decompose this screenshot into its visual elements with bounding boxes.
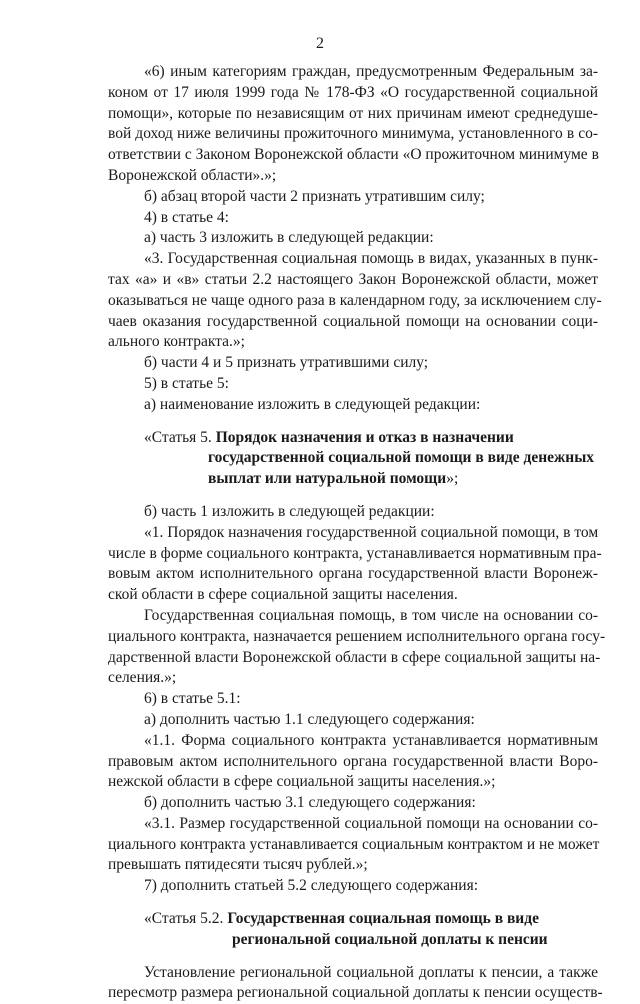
text-line: Установление региональной социальной доплаты к пенсии, а также xyxy=(144,963,598,981)
text-line: «1. Порядок назначения государственной социальной помощи, в том xyxy=(144,523,599,541)
heading-title: Государственная социальная помощь в виде xyxy=(227,910,539,928)
text-line: а) дополнить частью 1.1 следующего содержания: xyxy=(144,710,475,728)
heading-title: региональной социальной доплаты к пенсии xyxy=(232,930,548,948)
article-heading xyxy=(108,448,598,469)
text-line: ской области в сфере социальной защиты населения. xyxy=(108,586,458,604)
text-line: дарственной власти Воронежской области в сфере социальной защиты на- xyxy=(108,648,601,666)
article-heading xyxy=(108,428,598,449)
article-heading xyxy=(108,909,598,930)
text-line: числе в форме социального контракта, устанавливается нормативным пра- xyxy=(108,544,602,562)
heading-title: выплат или натуральной помощи xyxy=(208,470,447,488)
text-line: ального контракта.»; xyxy=(108,333,245,351)
text-line: 4) в статье 4: xyxy=(144,208,229,226)
text-line: чаев оказания государственной социальной помощи на основании соци- xyxy=(108,312,598,330)
text-line: 7) дополнить статьей 5.2 следующего содержания: xyxy=(144,877,478,895)
document-body xyxy=(108,62,606,1004)
text-line: «6) иным категориям граждан, предусмотренным Федеральным за- xyxy=(144,63,598,80)
text-line: вой доход ниже величины прожиточного минимума, установленного в со- xyxy=(108,125,598,143)
spacer xyxy=(108,951,598,963)
heading-title: государственной социальной помощи в виде денежных xyxy=(208,449,595,467)
article-heading xyxy=(108,469,598,490)
text-line: Государственная социальная помощь, в том числе на основании со- xyxy=(144,606,598,624)
spacer xyxy=(108,416,598,428)
text-line: Воронежской области».»; xyxy=(108,166,277,184)
page-number: 2 xyxy=(316,35,324,52)
text-line: а) часть 3 изложить в следующей редакции: xyxy=(144,229,434,247)
text-line: циального контракта, назначается решением исполнительного органа госу- xyxy=(108,627,606,645)
heading-prefix: «Статья 5.2. xyxy=(144,910,228,928)
text-line: б) части 4 и 5 признать утратившими силу; xyxy=(144,354,429,372)
text-line: «3.1. Размер государственной социальной помощи на основании со- xyxy=(144,814,598,832)
text-line: а) наименование изложить в следующей редакции: xyxy=(144,395,481,413)
text-line: 6) в статье 5.1: xyxy=(144,690,241,708)
heading-suffix: »; xyxy=(446,470,459,488)
text-line: коном от 17 июля 1999 года № 178-ФЗ «О государственной социальной xyxy=(108,83,598,101)
text-line: тах «а» и «в» статьи 2.2 настоящего Закон Воронежской области, может xyxy=(108,270,598,288)
heading-prefix: «Статья 5. xyxy=(144,428,216,446)
text-line: «3. Государственная социальная помощь в видах, указанных в пунк- xyxy=(144,250,598,268)
spacer xyxy=(108,490,598,502)
text-line: 5) в статье 5: xyxy=(144,374,229,392)
article-heading xyxy=(108,930,598,951)
text-line: б) часть 1 изложить в следующей редакции: xyxy=(144,502,435,520)
text-line: нежской области в сфере социальной защиты населения.»; xyxy=(108,773,496,791)
text-line: вовым актом исполнительного органа государственной власти Воронеж- xyxy=(108,565,598,583)
heading-title: Порядок назначения и отказ в назначении xyxy=(215,428,514,446)
text-line: помощи», которые по независящим от них причинам имеют среднедуше- xyxy=(108,104,598,122)
text-line: циального контракта устанавливается социальным контрактом и не может xyxy=(108,835,600,853)
text-line: б) дополнить частью 3.1 следующего содержания: xyxy=(144,794,476,812)
spacer xyxy=(108,897,598,909)
text-line: правовым актом исполнительного органа государственной власти Воро- xyxy=(108,752,598,770)
text-line: селения.»; xyxy=(108,669,177,687)
text-line: «1.1. Форма социального контракта устанавливается нормативным xyxy=(144,731,598,749)
text-line: превышать пятидесяти тысяч рублей.»; xyxy=(108,856,368,874)
text-line: б) абзац второй части 2 признать утратившим силу; xyxy=(144,187,485,205)
text-line: ответствии с Законом Воронежской области «О прожиточном минимуме в xyxy=(108,146,599,164)
text-line: оказываться не чаще одного раза в календарном году, за исключением слу- xyxy=(108,291,602,309)
text-line: пересмотр размера региональной социальной доплаты к пенсии осуществ- xyxy=(108,984,603,1002)
